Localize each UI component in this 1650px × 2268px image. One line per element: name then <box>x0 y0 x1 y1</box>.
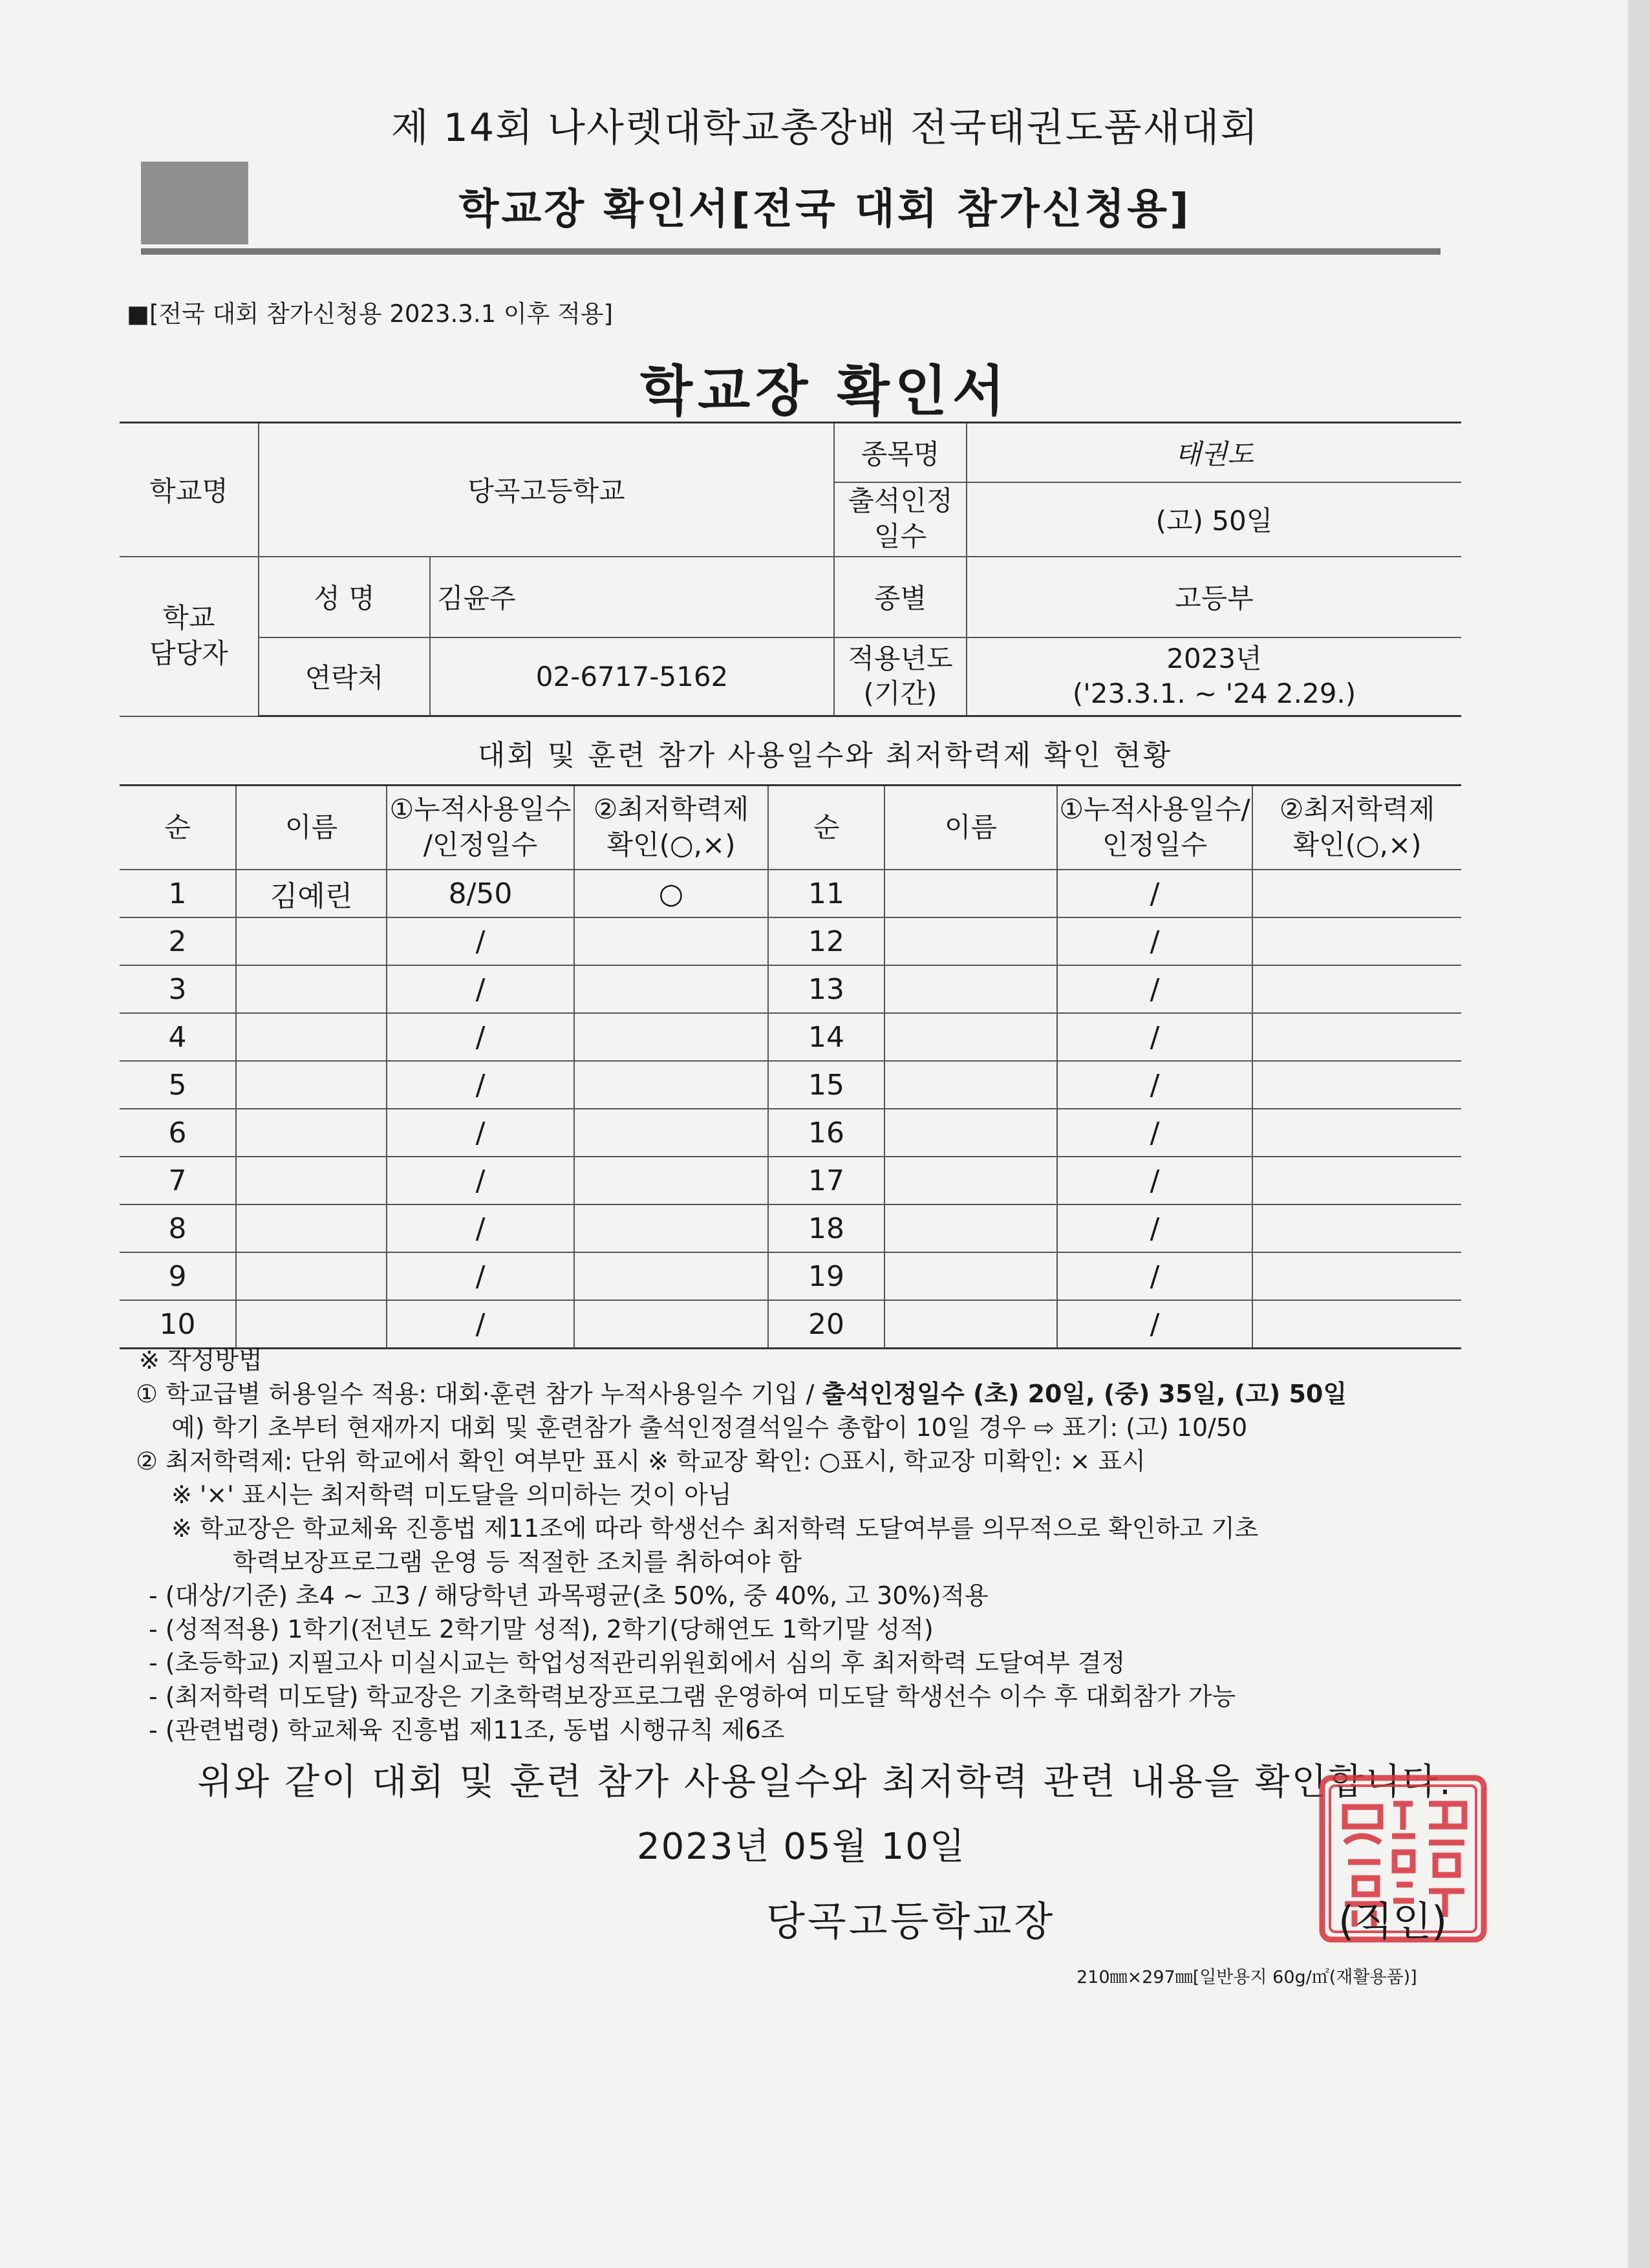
row-no: 6 <box>120 1109 236 1157</box>
row-name-right <box>884 1157 1057 1204</box>
table-row <box>120 965 1461 1013</box>
row-days-right: / <box>1057 1204 1252 1252</box>
row-no-right: 12 <box>768 917 884 965</box>
name-value: 김윤주 <box>430 557 834 637</box>
row-days-right: / <box>1057 1061 1252 1109</box>
row-days-right: / <box>1057 1252 1252 1300</box>
col-header-days: ①누적사용일수 /인정일수 <box>387 786 574 870</box>
row-no-right: 20 <box>768 1300 884 1349</box>
table-row <box>120 1109 1461 1157</box>
row-no-right: 18 <box>768 1204 884 1252</box>
col-header-check-right: ②최저학력제 확인(○,×) <box>1252 786 1461 870</box>
row-days-right: / <box>1057 1109 1252 1157</box>
row-no: 9 <box>120 1252 236 1300</box>
col-header-no-right: 순 <box>768 786 884 870</box>
paper-spec: 210㎜×297㎜[일반용지 60g/㎡(재활용품)] <box>1077 1967 1417 1987</box>
row-no: 4 <box>120 1013 236 1061</box>
table-row <box>120 1157 1461 1204</box>
detail-target: - (대상/기준) 초4 ~ 고3 / 해당학년 과목평균(초 50%, 중 40%, 고 30%)적용 <box>149 1581 989 1610</box>
row-name: 김예린 <box>236 870 387 917</box>
row-name-right <box>884 1061 1057 1109</box>
row-no: 8 <box>120 1204 236 1252</box>
row-check <box>574 917 768 965</box>
row-no: 7 <box>120 1157 236 1204</box>
row-check <box>574 1300 768 1349</box>
row-name-right <box>884 1013 1057 1061</box>
school-value: 당곡고등학교 <box>259 423 834 557</box>
row-days-right: / <box>1057 1157 1252 1204</box>
table-row <box>120 870 1461 917</box>
row-name-right <box>884 870 1057 917</box>
instruction-1-example: 예) 학기 초부터 현재까지 대회 및 훈련참가 출석인정결석일수 총합이 10일 경우 ⇨ 표기: (고) 10/50 <box>171 1413 1248 1442</box>
document-title: 학교장 확인서 <box>639 359 1011 423</box>
row-days: / <box>387 1204 574 1252</box>
col-header-name: 이름 <box>236 786 387 870</box>
row-no-right: 19 <box>768 1252 884 1300</box>
school-label: 학교명 <box>120 423 259 557</box>
row-check-right <box>1252 965 1461 1013</box>
row-name <box>236 917 387 965</box>
row-days-right: / <box>1057 1013 1252 1061</box>
row-name-right <box>884 1300 1057 1349</box>
detail-law: - (관련법령) 학교체육 진흥법 제11조, 동법 시행규칙 제6조 <box>149 1716 785 1744</box>
row-days: / <box>387 917 574 965</box>
division-label: 종별 <box>834 557 967 637</box>
table-row <box>120 1013 1461 1061</box>
row-name <box>236 1204 387 1252</box>
instruction-2-note-2-cont: 학력보장프로그램 운영 등 적절한 조치를 취하여야 함 <box>233 1548 802 1576</box>
attend-label: 출석인정 일수 <box>834 482 967 557</box>
seal-label: (직인) <box>1338 1898 1448 1945</box>
row-name-right <box>884 965 1057 1013</box>
row-no: 10 <box>120 1300 236 1349</box>
principal-title: 당곡고등학교장 <box>766 1898 1056 1945</box>
row-no-right: 16 <box>768 1109 884 1157</box>
row-no-right: 11 <box>768 870 884 917</box>
instruction-1: ① 학교급별 허용일수 적용: 대회·훈련 참가 누적사용일수 기입 / 출석인정일수 (초) 20일, (중) 35일, (고) 50일 <box>136 1380 1347 1408</box>
row-days: / <box>387 965 574 1013</box>
col-header-name-right: 이름 <box>884 786 1057 870</box>
row-no: 3 <box>120 965 236 1013</box>
issue-date: 2023년 05월 10일 <box>637 1826 966 1868</box>
manager-label: 학교 담당자 <box>120 557 259 716</box>
scan-edge <box>1628 0 1650 2268</box>
table-row <box>120 1204 1461 1252</box>
row-check-right <box>1252 1157 1461 1204</box>
year-label: 적용년도 (기간) <box>834 637 967 716</box>
info-table <box>120 422 1461 717</box>
row-check: ○ <box>574 870 768 917</box>
table-row <box>120 1061 1461 1109</box>
row-days: / <box>387 1157 574 1204</box>
col-header-no: 순 <box>120 786 236 870</box>
sport-value: 태권도 <box>967 423 1461 482</box>
row-check-right <box>1252 1252 1461 1300</box>
instructions-heading: ※ 작성방법 <box>139 1346 262 1375</box>
contact-label: 연락처 <box>259 637 430 716</box>
section-caption: 대회 및 훈련 참가 사용일수와 최저학력제 확인 현황 <box>477 739 1173 772</box>
row-check <box>574 1252 768 1300</box>
row-name-right <box>884 1252 1057 1300</box>
instruction-2: ② 최저학력제: 단위 학교에서 확인 여부만 표시 ※ 학교장 확인: ○표시, 학교장 미확인: × 표시 <box>136 1447 1146 1475</box>
row-no-right: 14 <box>768 1013 884 1061</box>
row-days: 8/50 <box>387 870 574 917</box>
row-days: / <box>387 1109 574 1157</box>
row-name <box>236 1013 387 1061</box>
row-name <box>236 1157 387 1204</box>
row-no: 5 <box>120 1061 236 1109</box>
row-check-right <box>1252 1013 1461 1061</box>
row-name <box>236 965 387 1013</box>
row-no: 2 <box>120 917 236 965</box>
row-days: / <box>387 1061 574 1109</box>
table-row <box>120 917 1461 965</box>
row-check-right <box>1252 1300 1461 1349</box>
col-header-check: ②최저학력제 확인(○,×) <box>574 786 768 870</box>
table-row <box>120 1300 1461 1349</box>
row-check <box>574 1157 768 1204</box>
row-no: 1 <box>120 870 236 917</box>
detail-elementary: - (초등학교) 지필고사 미실시교는 학업성적관리위원회에서 심의 후 최저학력 도달여부 결정 <box>149 1649 1126 1677</box>
event-title: 제 14회 나사렛대학교총장배 전국태권도품새대회 <box>391 105 1259 151</box>
row-days: / <box>387 1252 574 1300</box>
roster-table <box>120 784 1461 1349</box>
row-name-right <box>884 917 1057 965</box>
row-name <box>236 1061 387 1109</box>
detail-grades: - (성적적용) 1학기(전년도 2학기말 성적), 2학기(당해연도 1학기말 성적) <box>149 1615 934 1643</box>
table-row <box>120 1252 1461 1300</box>
row-check-right <box>1252 1061 1461 1109</box>
sport-label: 종목명 <box>834 423 967 482</box>
attend-value: (고) 50일 <box>967 482 1461 557</box>
row-no-right: 17 <box>768 1157 884 1204</box>
row-name <box>236 1300 387 1349</box>
row-check-right <box>1252 870 1461 917</box>
apply-note: ■[전국 대회 참가신청용 2023.3.1 이후 적용] <box>127 300 614 328</box>
year-value: 2023년 ('23.3.1. ~ '24 2.29.) <box>967 637 1461 716</box>
row-check-right <box>1252 1204 1461 1252</box>
row-days-right: / <box>1057 917 1252 965</box>
row-check <box>574 1109 768 1157</box>
row-no-right: 13 <box>768 965 884 1013</box>
row-days-right: / <box>1057 965 1252 1013</box>
row-no-right: 15 <box>768 1061 884 1109</box>
row-check-right <box>1252 917 1461 965</box>
confirmation-statement: 위와 같이 대회 및 훈련 참가 사용일수와 최저학력 관련 내용을 확인합니다. <box>197 1761 1453 1803</box>
name-label: 성 명 <box>259 557 430 637</box>
instructions <box>136 1343 1481 1747</box>
row-name-right <box>884 1204 1057 1252</box>
row-days: / <box>387 1300 574 1349</box>
row-days: / <box>387 1013 574 1061</box>
row-check <box>574 1061 768 1109</box>
row-name-right <box>884 1109 1057 1157</box>
banner-underline <box>141 248 1441 255</box>
row-check-right <box>1252 1109 1461 1157</box>
col-header-days-right: ①누적사용일수/ 인정일수 <box>1057 786 1252 870</box>
contact-value: 02-6717-5162 <box>430 637 834 716</box>
row-days-right: / <box>1057 1300 1252 1349</box>
division-value: 고등부 <box>967 557 1461 637</box>
row-days-right: / <box>1057 870 1252 917</box>
row-name <box>236 1109 387 1157</box>
instruction-2-note-1: ※ '×' 표시는 최저학력 미도달을 의미하는 것이 아님 <box>171 1481 732 1509</box>
instruction-2-note-2: ※ 학교장은 학교체육 진흥법 제11조에 따라 학생선수 최저학력 도달여부를 의무적으로 확인하고 기초 <box>171 1514 1259 1543</box>
detail-not-reached: - (최저학력 미도달) 학교장은 기초학력보장프로그램 운영하여 미도달 학생선수 이수 후 대회참가 가능 <box>149 1682 1236 1711</box>
row-name <box>236 1252 387 1300</box>
row-check <box>574 965 768 1013</box>
row-check <box>574 1204 768 1252</box>
banner-title: 학교장 확인서[전국 대회 참가신청용] <box>458 186 1192 233</box>
row-check <box>574 1013 768 1061</box>
